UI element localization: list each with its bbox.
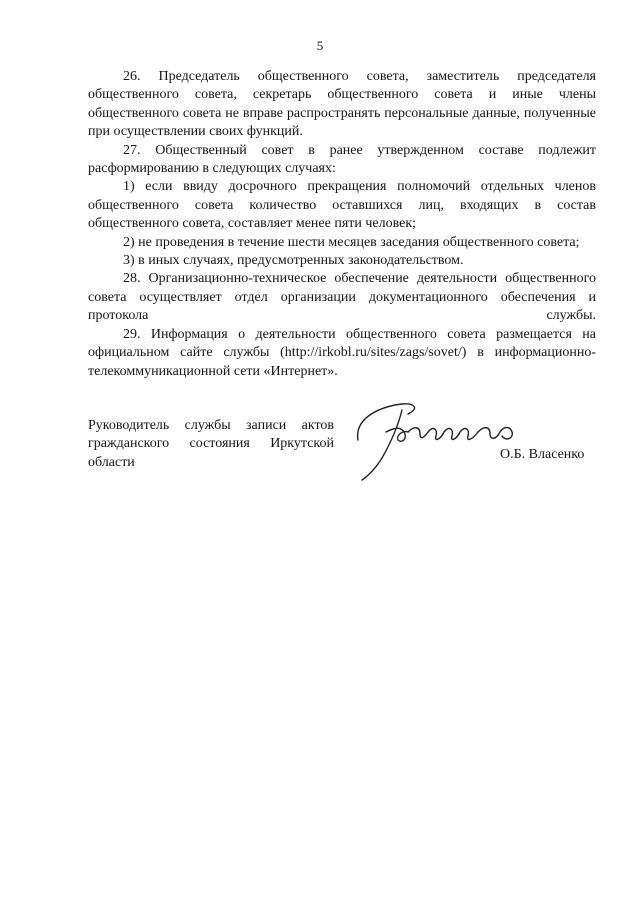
- paragraph-29-text: 29. Информация о деятельности общественного совета размещается на официальном сайте службы: [88, 326, 596, 361]
- paragraph-28: 28. Организационно-техническое обеспечение деятельности общественного совета осуществляет отдел организации документационного обеспечения и протокола службы.: [88, 271, 596, 324]
- paragraph-27: 27. Общественный совет в ранее утвержденном составе подлежит расформированию в следующих случаях:: [88, 142, 596, 177]
- paragraph-29: [88, 326, 596, 381]
- page-number: 5: [316, 38, 324, 53]
- paragraph-29-text-end: в информационно-телекоммуникационной сети «Интернет».: [88, 345, 597, 379]
- paragraph-27-item-3: 3) в иных случаях, предусмотренных законодательством.: [123, 253, 464, 269]
- website-url: (http://irkobl.ru/sites/zags/sovet/): [280, 345, 467, 361]
- paragraph-27-item-1: 1) если ввиду досрочного прекращения полномочий отдельных членов общественного совета количество оставшихся лиц, входящих в состав общественного совета, составляет менее пяти человек;: [88, 179, 596, 232]
- paragraph-26: 26. Председатель общественного совета, заместитель председателя общественного совета, секретарь общественного совета и иные члены общественного совета не вправе распространять персональные данные, полученные при осуществлении своих функций.: [88, 69, 596, 140]
- handwritten-signature: [350, 396, 530, 486]
- paragraph-27-item-2: 2) не проведения в течение шести месяцев заседания общественного совета;: [123, 234, 580, 250]
- signer-name: О.Б. Власенко: [500, 447, 585, 462]
- document-body: [88, 68, 596, 381]
- signer-title: Руководитель службы записи актов гражданского состояния Иркутской области: [88, 418, 334, 470]
